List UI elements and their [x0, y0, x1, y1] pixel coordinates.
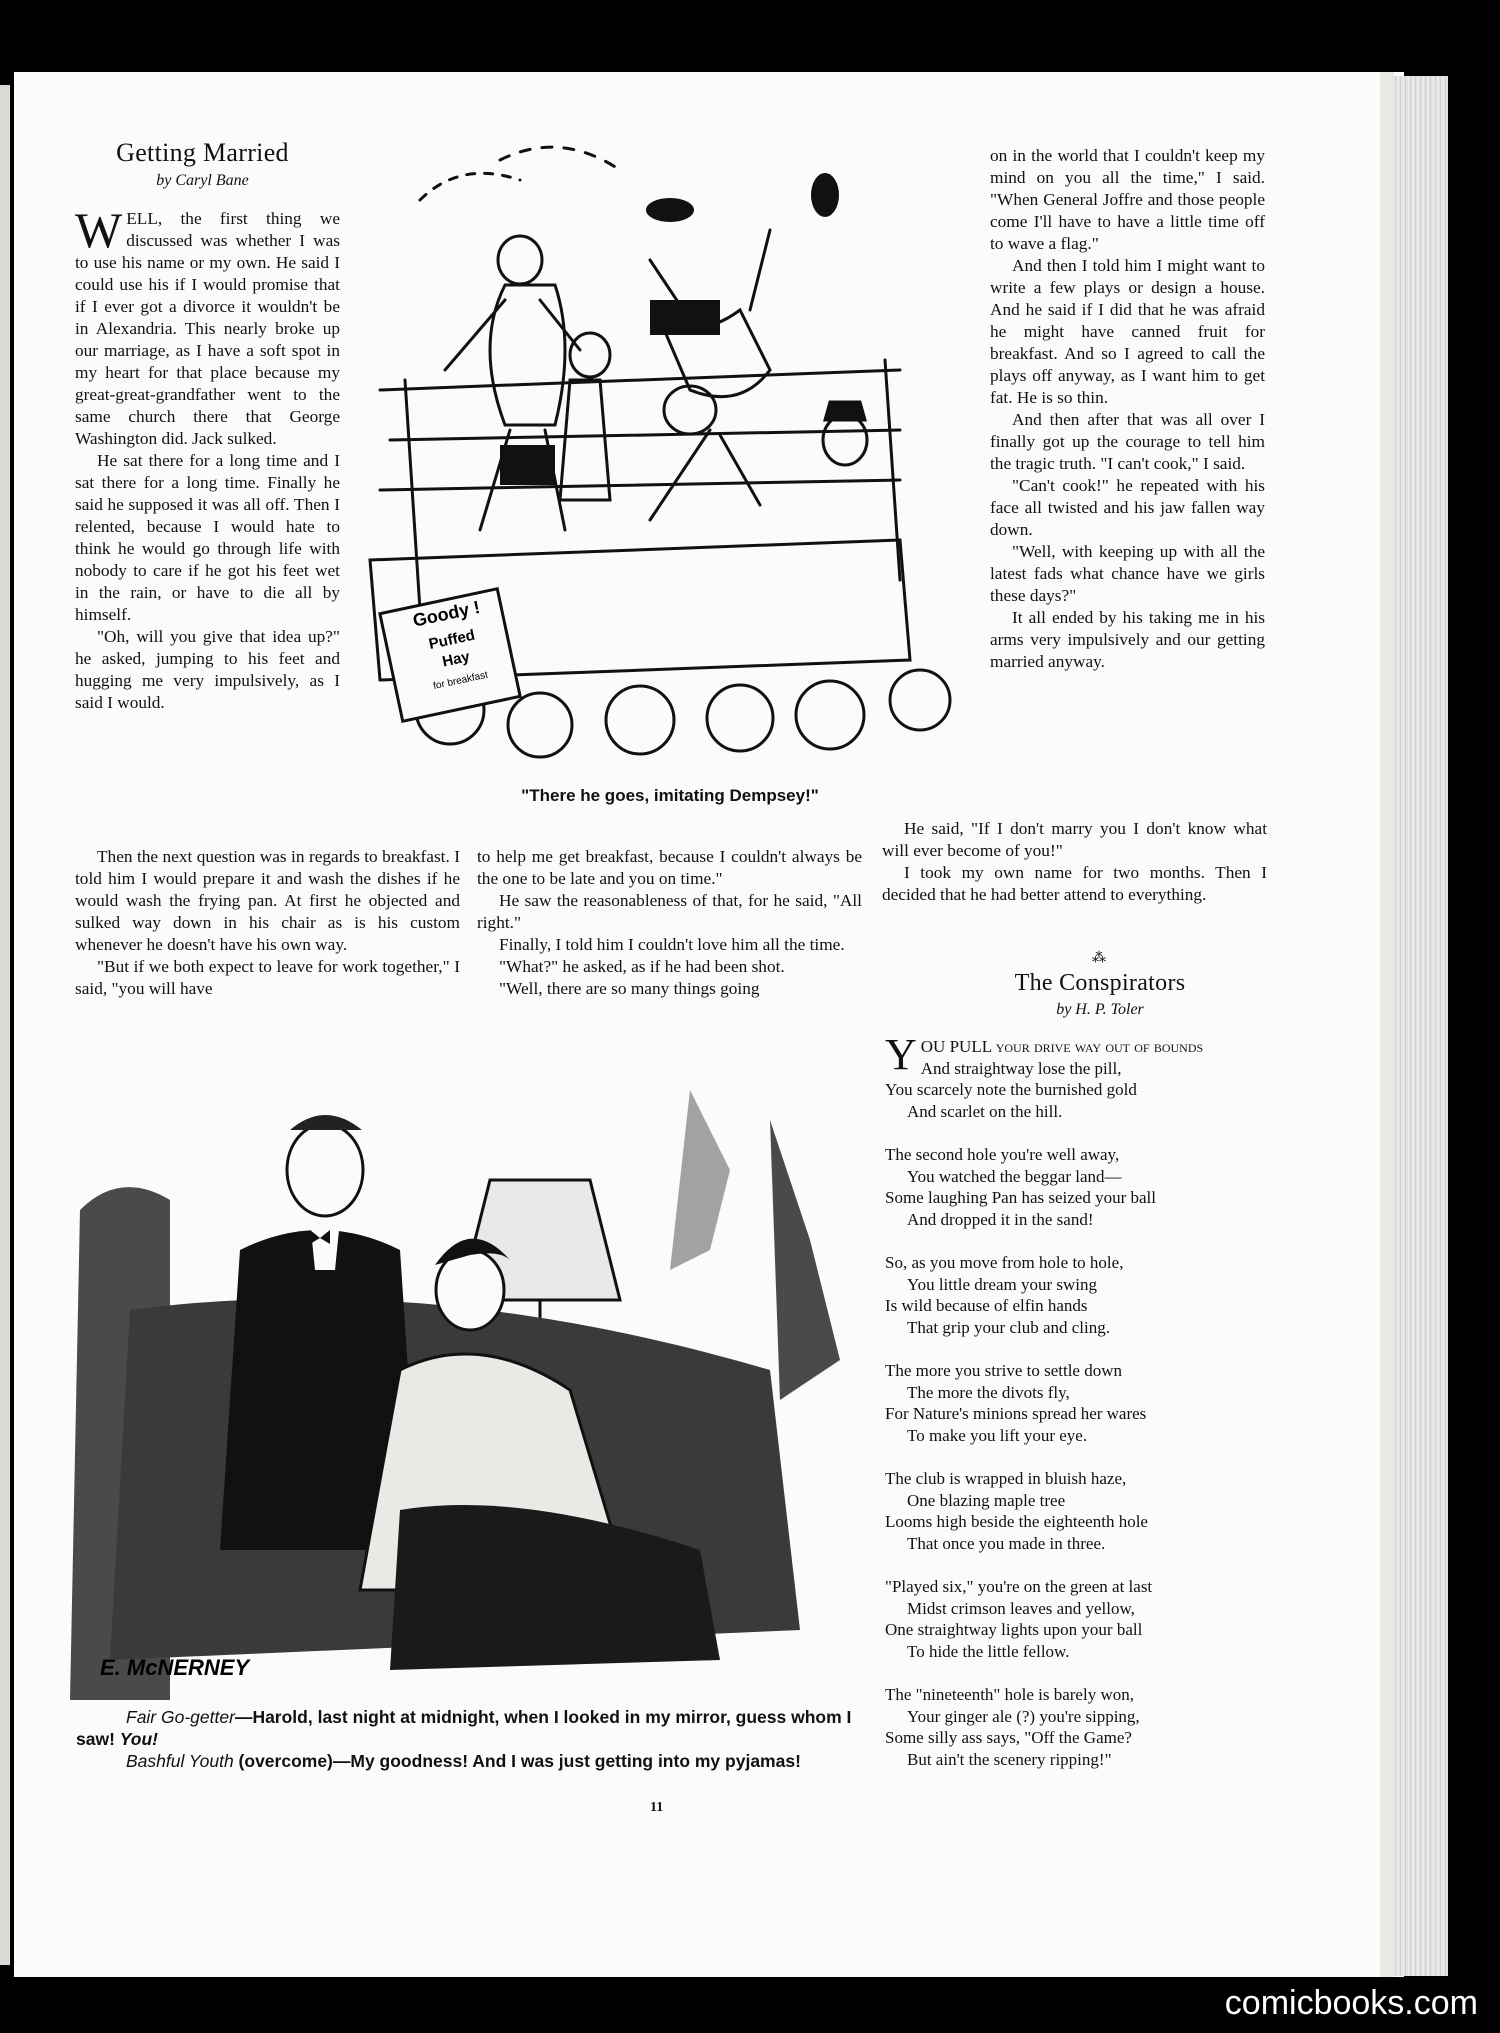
- article-column-1-lower: [75, 846, 460, 1000]
- sign-text-breakfast: for breakfast: [432, 669, 489, 693]
- article-paragraph: WELL, the first thing we discussed was whether I was to use his name or my own. He said I could use his if I would promise that if I ever got a divorce it wouldn't be in Alexandria. This nearly broke up our marriage, as I have a soft spot in my heart for that place because my great-great-grandfather went to the same church there that George Washington did. Jack sulked.: [75, 202, 340, 448]
- article-paragraph: It all ended by his taking me in his arms very impulsively and our getting married anyway.: [990, 608, 1265, 671]
- drop-cap: W: [75, 202, 123, 258]
- boxing-cartoon-caption: "There he goes, imitating Dempsey!": [521, 786, 819, 805]
- article-column-3: [990, 145, 1265, 673]
- article-title: Getting Married: [116, 138, 289, 167]
- speaker-bashful-youth: Bashful Youth: [126, 1751, 234, 1771]
- page-number: 11: [650, 1800, 664, 1815]
- section-separator: ⁂: [1092, 951, 1108, 966]
- sign-text-goody: Goody !: [411, 597, 482, 631]
- poem-byline: by H. P. Toler: [1056, 1001, 1144, 1018]
- page-stack-edges: [1392, 76, 1448, 1976]
- watermark: comicbooks.com: [1224, 1984, 1478, 2022]
- article-paragraph: And then after that was all over I finally got up the courage to tell him the tragic truth. "I can't cook," I said.: [990, 410, 1265, 473]
- article-paragraph: He said, "If I don't marry you I don't know what will ever become of you!": [882, 819, 1267, 860]
- puffed-hay-sign: [380, 589, 520, 722]
- article-byline: by Caryl Bane: [156, 172, 249, 189]
- poem-header: [930, 970, 1270, 1019]
- poem-stanza: The club is wrapped in bluish haze, One blazing maple tree Looms high beside the eighteenth hole That once you made in three.: [885, 1469, 1148, 1553]
- article-column-2: [477, 846, 862, 1000]
- article-paragraph: "Well, there are so many things going: [499, 979, 760, 998]
- article-paragraph: to help me get breakfast, because I couldn't always be the one to be late and you on time.": [477, 847, 862, 888]
- poem-stanza: The second hole you're well away, You watched the beggar land— Some laughing Pan has seized your ball And dropped it in the sand!: [885, 1145, 1157, 1229]
- article-paragraph: I took my own name for two months. Then I decided that he had better attend to everything.: [882, 863, 1267, 904]
- article-paragraph: He saw the reasonableness of that, for he said, "All right.": [477, 891, 862, 932]
- article-column-1: [75, 202, 340, 714]
- article-paragraph: "What?" he asked, as if he had been shot.: [499, 957, 785, 976]
- poem-title: The Conspirators: [1014, 970, 1186, 996]
- article-paragraph: "But if we both expect to leave for work together," I said, "you will have: [75, 957, 460, 998]
- boxing-cartoon-illustration: [360, 140, 970, 780]
- parlor-cartoon-caption: Fair Go-getter—Harold, last night at midnight, when I looked in my mirror, guess whom I saw! You! Bashful Youth (overcome)—My goodness! And I was just getting into my pyjamas!: [76, 1707, 852, 1771]
- sign-text-hay: Hay: [440, 648, 472, 671]
- article-paragraph: "Oh, will you give that idea up?" he asked, jumping to his feet and hugging me very impulsively, as I said I would.: [75, 627, 340, 712]
- article-paragraph: And then I told him I might want to write a few plays or design a house. And he said if I did that he was afraid he might have canned fruit for breakfast. And so I agreed to call the plays off anyway, as I want him to get fat. He is so thin.: [990, 256, 1265, 407]
- article-paragraph: "Well, with keeping up with all the latest fads what chance have we girls these days?": [990, 542, 1265, 605]
- parlor-cartoon-illustration: [70, 1090, 865, 1700]
- poem-stanza: "Played six," you're on the green at last Midst crimson leaves and yellow, One straightway lights upon your ball To hide the little fellow.: [885, 1577, 1153, 1661]
- left-page-edge: [0, 85, 10, 1965]
- article-column-3-lower: [882, 818, 1267, 906]
- article-paragraph: He sat there for a long time and I sat there for a long time. Finally he said he supposed it was all off. Then I relented, because I would hate to think he would go through life with nobody to care if he got his feet wet in the rain, or have to die all by himself.: [75, 451, 340, 624]
- poem-stanza: The more you strive to settle down The more the divots fly, For Nature's minions spread her wares To make you lift your eye.: [885, 1361, 1147, 1445]
- sign-text-puffed: Puffed: [427, 626, 477, 653]
- article-header: [75, 138, 330, 190]
- poem-stanza: YOU PULL your drive way out of bounds And straightway lose the pill, You scarcely note the burnished gold And scarlet on the hill.: [885, 1030, 1204, 1121]
- article-paragraph: "Can't cook!" he repeated with his face all twisted and his jaw fallen way down.: [990, 476, 1265, 539]
- poem-stanza: So, as you move from hole to hole, You little dream your swing Is wild because of elfin hands That grip your club and cling.: [885, 1253, 1124, 1337]
- poem-drop-cap: Y: [885, 1030, 917, 1079]
- poem-body: [885, 1030, 1275, 1792]
- article-paragraph: Then the next question was in regards to breakfast. I told him I would prepare it and wash the dishes if he would wash the frying pan. At first he objected and sulked way down in his chair as is his custom whenever he doesn't have his own way.: [75, 847, 460, 954]
- artist-signature: E. McNERNEY: [100, 1655, 250, 1680]
- article-paragraph: on in the world that I couldn't keep my mind on you all the time," I said. "When General Joffre and those people come I'll have to have a little time off to wave a flag.": [990, 146, 1265, 253]
- poem-stanza: The "nineteenth" hole is barely won, Your ginger ale (?) you're sipping, Some silly ass says, "Off the Game? But ain't the scenery ripping!": [885, 1685, 1140, 1769]
- speaker-fair-go-getter: Fair Go-getter: [126, 1707, 235, 1727]
- article-paragraph: Finally, I told him I couldn't love him all the time.: [499, 935, 845, 954]
